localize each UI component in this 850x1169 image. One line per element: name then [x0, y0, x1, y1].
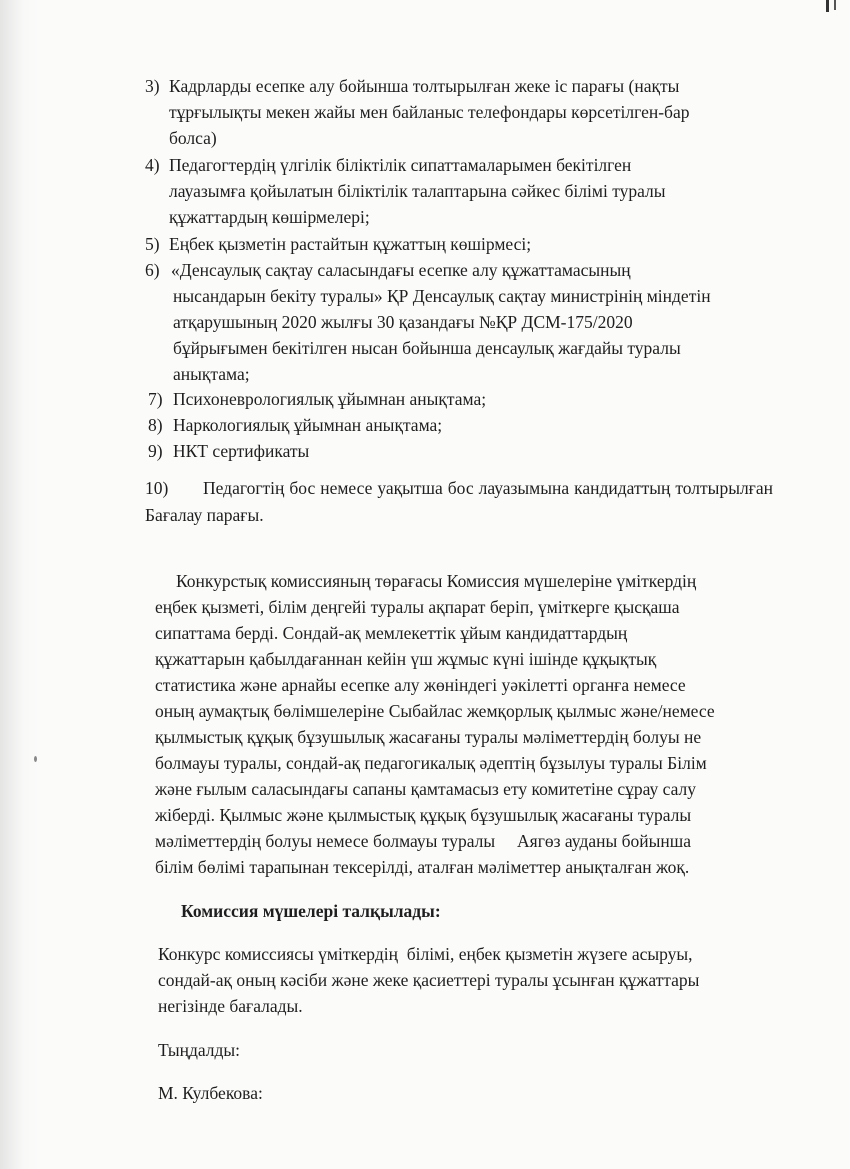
list-text: «Денсаулық сақтау саласындағы есепке алу құжаттамасының [171, 260, 631, 280]
list-item [145, 475, 773, 529]
scan-speck [34, 756, 37, 762]
list-number: 9) [148, 441, 163, 461]
list-text: нысандарын бекіту туралы» ҚР Денсаулық сақтау министрінің міндетін [173, 286, 711, 306]
list-number: 4) [145, 155, 160, 175]
list-text: Педагогтің бос немесе уақытша бос лауазымына кандидаттың толтырылған Бағалау парағы. [145, 478, 773, 525]
speaker-name: М. Кулбекова: [158, 1083, 263, 1103]
paragraph-line: сипаттама берді. Сондай-ақ мемлекеттік ұйым кандидаттардың [155, 623, 628, 643]
paragraph-line: және ғылым саласындағы сапаны қамтамасыз ету комитетіне сұрау салу [155, 779, 697, 799]
paragraph-line: негізінде бағалады. [158, 996, 303, 1016]
listened-label: Тыңдалды: [158, 1040, 241, 1060]
scan-mark [826, 0, 829, 12]
paragraph-line: оның аумақтық бөлімшелеріне Сыбайлас жемқорлық қылмыс және/немесе [155, 701, 715, 721]
list-text: тұрғылықты мекен жайы мен байланыс телефондары көрсетілген-бар [169, 102, 690, 122]
list-text: құжаттардың көшірмелері; [169, 207, 370, 227]
scan-mark [834, 0, 836, 10]
paragraph-line: мәліметтердің болуы немесе болмауы туралы Аягөз ауданы бойынша [155, 831, 691, 851]
paragraph-line: еңбек қызметі, білім деңгейі туралы ақпарат беріп, үміткерге қысқаша [155, 597, 680, 617]
paragraph-line: статистика және арнайы есепке алу жөніндегі уәкілетті органға немесе [155, 675, 686, 695]
list-number: 5) [145, 234, 160, 254]
scan-shadow [0, 0, 40, 1169]
list-number: 3) [145, 76, 160, 96]
list-text: Педагогтердің үлгілік біліктілік сипаттамаларымен бекітілген [169, 155, 632, 175]
list-number: 10) [145, 478, 169, 498]
paragraph-line: құжаттарын қабылдағаннан кейін үш жұмыс күні ішінде құқықтық [155, 649, 657, 669]
paragraph-line: болмауы туралы, сондай-ақ педагогикалық әдептің бұзылуы туралы Білім [155, 753, 707, 773]
list-text: бұйрығымен бекітілген нысан бойынша денсаулық жағдайы туралы [173, 338, 681, 358]
paragraph-line: білім бөлімі тарапынан тексерілді, аталған мәліметтер анықталған жоқ. [155, 857, 690, 877]
paragraph-line: Конкурстық комиссияның төрағасы Комиссия мүшелеріне үміткердің [176, 571, 697, 591]
list-text: болса) [169, 128, 217, 148]
list-number: 6) [145, 260, 160, 280]
list-text: НКТ сертификаты [173, 441, 310, 461]
list-text: лауазымға қойылатын біліктілік талаптарына сәйкес білімі туралы [169, 181, 666, 201]
list-text: Кадрларды есепке алу бойынша толтырылған жеке іс парағы (нақты [169, 76, 680, 96]
paragraph-line: сондай-ақ оның кәсіби және жеке қасиеттері туралы ұсынған құжаттары [158, 970, 700, 990]
paragraph-line: қылмыстық құқық бұзушылық жасағаны туралы мәліметтердің болуы не [155, 727, 702, 747]
list-text: Наркологиялық ұйымнан анықтама; [173, 415, 443, 435]
list-text: Психоневрологиялық ұйымнан анықтама; [173, 389, 487, 409]
list-number: 7) [148, 389, 163, 409]
list-text: Еңбек қызметін растайтын құжаттың көшірмесі; [169, 234, 532, 254]
paragraph-line: жіберді. Қылмыс және қылмыстық құқық бұзушылық жасағаны туралы [155, 805, 692, 825]
list-text: анықтама; [173, 364, 250, 384]
paragraph-line: Конкурс комиссиясы үміткердің білімі, еңбек қызметін жүзеге асыруы, [158, 944, 693, 964]
list-text: атқарушының 2020 жылғы 30 қазандағы №ҚР ДСМ-175/2020 [173, 312, 633, 332]
section-heading: Комиссия мүшелері талқылады: [181, 901, 441, 921]
list-number: 8) [148, 415, 163, 435]
